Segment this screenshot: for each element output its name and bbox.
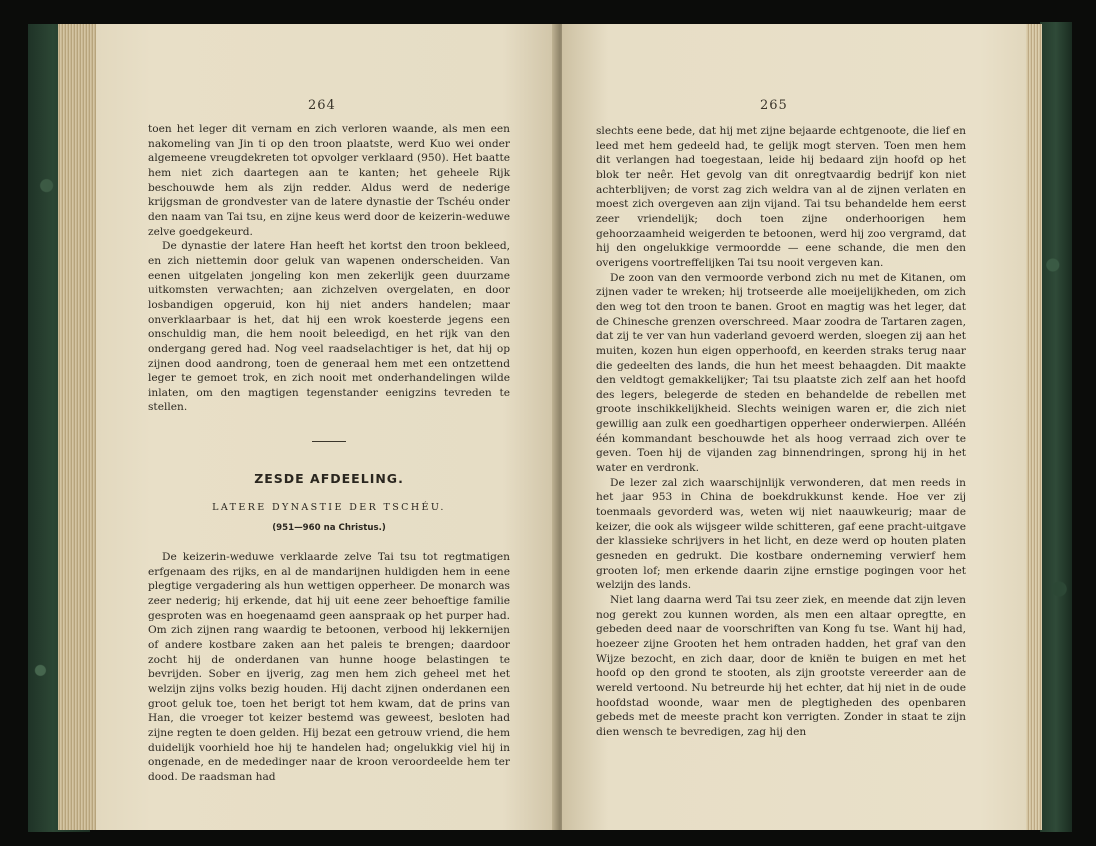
paragraph: toen het leger dit vernam en zich verloren waande, als men een nakomeling van Jin ti op den troon plaatste, werd Kuo wei onder algemeene vreugdekreten tot opvolger verklaard (950). Het baatte hem niet zich daartegen aan te kanten; het geheele Rijk beschouwde hem als zijn redder. Aldus werd de nederige krijgsman de grondvester van de latere dynastie der Tschéu onder den naam van Tai tsu, en zijne keus werd door de keizerin-weduwe zelve goedgekeurd. <box>148 123 510 238</box>
left-page-text <box>148 122 510 785</box>
paragraph: slechts eene bede, dat hij met zijne bejaarde echtgenoote, die lief en leed met hem gedeeld had, te gelijk mogt sterven. Toen men hem dit verlangen had toegestaan, leide hij bedaard zijn hoofd op het blok ter neêr. Het gevolg van dit onregtvaardig bedrijf kon niet achterblijven; de vorst zag zich weldra van al de zijnen verlaten en moest zich overgeven aan zijn vijand. Tai tsu behandelde hem eerst zeer vriendelijk; doch toen zijne onderhoorigen hem gehoorzaamheid weigerden te betoonen, werd hij zoo vergramd, dat hij den ongelukkige vermoordde — eene schande, die men den overigens voortreffelijken Tai tsu nooit vergeven kan. <box>596 125 966 269</box>
paragraph: De dynastie der latere Han heeft het kortst den troon bekleed, en zich niettemin door geluk van wapenen onderscheiden. Van eenen uitgelaten jongeling kon men zekerlijk geen duurzame uitkomsten verwachten; aan zichzelven overgelaten, en door losbandigen opgeruid, kon hij niet anders handelen; maar onverklaarbaar is het, dat hij een wrok koesterde jegens een onschuldig man, die hem nooit beleedigd, en het rijk van den ondergang gered had. Nog veel raadselachtiger is het, dat hij op zijnen dood aandrong, toen de generaal hem met een ontzettend leger te gemoet trok, en zich nooit met onderhandelingen wilde inlaten, om den magtigen tegenstander eenigzins tevreden te stellen. <box>148 240 510 414</box>
left-page <box>96 24 558 830</box>
paragraph: De keizerin-weduwe verklaarde zelve Tai tsu tot regtmatigen erfgenaam des rijks, en al de mandarijnen huldigden hem in eene plegtige vergadering als hun wettigen opperheer. De monarch was zeer nederig; hij erkende, dat hij uit eene zeer behoeftige familie gesproten was en hoegenaamd geen aanspraak op het purper had. Om zich zijnen rang waardig te betoonen, verbood hij lekkernijen of andere kostbare zaken aan het paleis te brengen; daardoor zocht hij de onderdanen van hunne hooge belastingen te bevrijden. Sober en ijverig, zag men hem zich geheel met het welzijn zijns volks bezig houden. Hij dacht zijnen onderdanen een groot geluk toe, toen het berigt tot hem kwam, dat de prins van Han, die vroeger tot keizer bestemd was geweest, besloten had zijne regten te doen gelden. Hij bezat een getrouw vriend, die hem duidelijk voorhield hoe hij te handelen had; ongelukkig viel hij in ongenade, en de mededinger naar de kroon veroordeelde hem ter dood. De raadsman had <box>148 551 510 783</box>
page-stack-right <box>1024 24 1042 830</box>
page-number: 265 <box>760 98 788 113</box>
section-dates: (951—960 na Christus.) <box>272 523 386 534</box>
book-cover-right <box>1040 22 1072 832</box>
section-title: ZESDE AFDEELING. <box>254 471 404 487</box>
right-page <box>562 24 1026 830</box>
paragraph: De zoon van den vermoorde verbond zich nu met de Kitanen, om zijnen vader te wreken; hij trotseerde alle moeijelijkheden, om zich den weg tot den troon te banen. Groot en magtig was het leger, dat de Chinesche grenzen overschreed. Maar zoodra de Tartaren zagen, dat zij te ver van hun vaderland gevoerd werden, sloegen zij aan het muiten, kozen hun eigen opperhoofd, en keerden straks terug naar die gedeelten des lands, die hun het meest behaagden. Dit maakte den veldtogt gemakkelijker; Tai tsu plaatste zich zelf aan het hoofd des legers, belegerde de steden en behandelde de rebellen met groote inschikkelijkheid. Slechts weinigen waren er, die zich niet gewillig aan zulk een goedhartigen opperheer onderwierpen. Alléén één kommandant beschouwde het als hoog verraad zich over te geven. Toen hij de vijanden zag binnendringen, sprong hij in het water en verdronk. <box>596 271 966 475</box>
page-number: 264 <box>308 98 336 113</box>
right-page-text <box>596 124 966 740</box>
paragraph: Niet lang daarna werd Tai tsu zeer ziek, en meende dat zijn leven nog gerekt zou kunnen worden, als men een altaar opregtte, en gebeden deed naar de voorschriften van Kong fu tse. Want hij had, hoezeer zijne Grooten het hem ontraden hadden, het graf van den Wijze bezocht, en zich daar, door de kniën te buigen en met het hoofd op den grond te stooten, als zijn grootste vereerder aan de wereld vertoond. Nu betreurde hij het echter, dat hij niet in de oude hoofdstad woonde, waar men de plegtigheden des openbaren gebeds met de meeste pracht kon verrigten. Zonder in staat te zijn dien wensch te bevredigen, zag hij den <box>596 594 966 738</box>
section-subtitle: LATERE DYNASTIE DER TSCHÉU. <box>212 501 446 513</box>
page-stack-left <box>58 24 98 830</box>
section-divider <box>312 441 346 442</box>
paragraph: De lezer zal zich waarschijnlijk verwonderen, dat men reeds in het jaar 953 in China de boekdrukkunst kende. Hoe ver zij toenmaals gevorderd was, weten wij niet naauwkeurig; maar de keizer, die ook als wijsgeer wilde schitteren, gaf eene pracht-uitgave der klassieke schrijvers in het licht, en deze werd op houten platen gesneden en gedrukt. Die kostbare onderneming verwierf hem grooten lof; men erkende daarin zijne ernstige pogingen voor het welzijn des lands. <box>596 476 966 592</box>
